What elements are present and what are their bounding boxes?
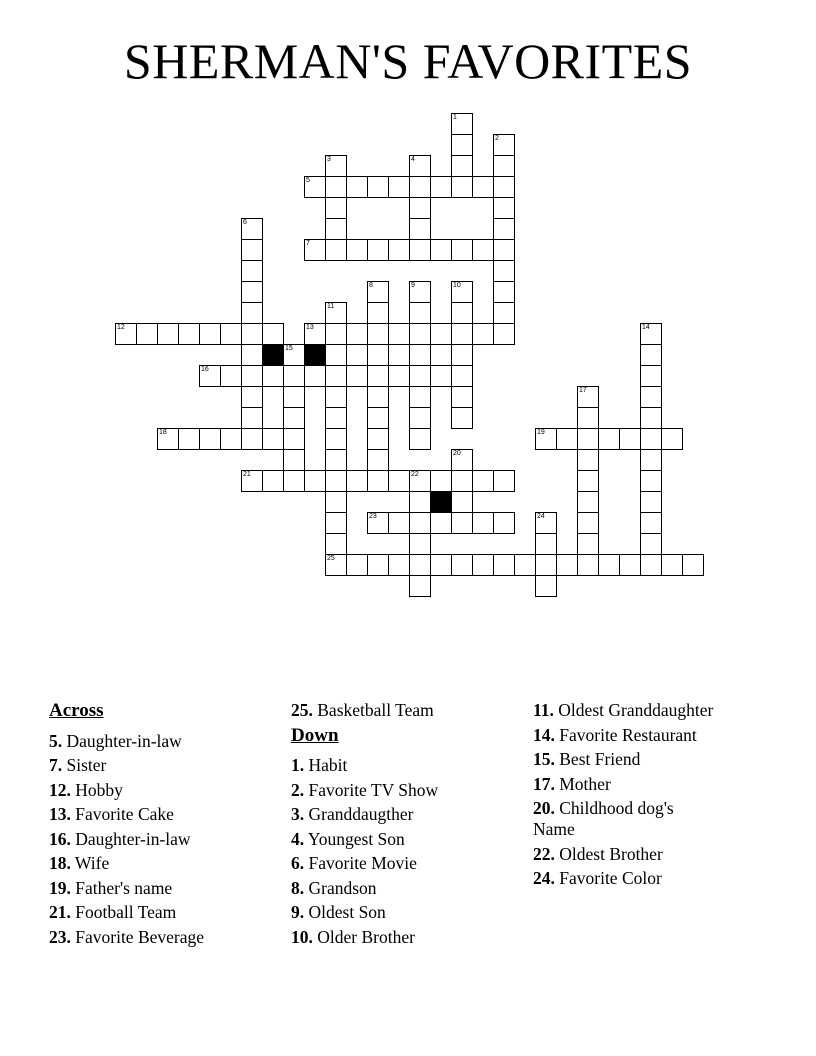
grid-cell [325, 218, 347, 240]
grid-cell [262, 428, 284, 450]
grid-cell [451, 176, 473, 198]
clue-5: 5. Daughter-in-law [49, 730, 182, 751]
cell-number: 3 [327, 156, 331, 163]
grid-cell [472, 554, 494, 576]
grid-cell [640, 428, 662, 450]
grid-cell [325, 302, 347, 324]
grid-cell [640, 365, 662, 387]
grid-cell [409, 554, 431, 576]
grid-cell [367, 407, 389, 429]
grid-cell [283, 428, 305, 450]
clues-column-3 [533, 700, 716, 951]
clues-column-1 [49, 700, 291, 951]
cell-number: 7 [306, 240, 310, 247]
puzzle-title: SHERMAN'S FAVORITES [123, 33, 693, 89]
grid-cell [178, 428, 200, 450]
cell-number: 17 [579, 387, 587, 394]
grid-cell [451, 365, 473, 387]
grid-cell [640, 470, 662, 492]
grid-cell [346, 554, 368, 576]
grid-cell [367, 428, 389, 450]
grid-cell [409, 344, 431, 366]
grid-cell [367, 470, 389, 492]
grid-cell [535, 533, 557, 555]
clue-17: 17. Mother [533, 773, 611, 794]
grid-cell [241, 281, 263, 303]
grid-cell [451, 281, 473, 303]
grid-cell [451, 470, 473, 492]
grid-cell [640, 554, 662, 576]
grid-cell [640, 491, 662, 513]
grid-cell [199, 428, 221, 450]
clue-21: 21. Football Team [49, 902, 177, 923]
clue-12: 12. Hobby [49, 779, 123, 800]
grid-cell [472, 176, 494, 198]
clues-section [49, 700, 716, 951]
grid-cell [409, 218, 431, 240]
grid-cell [304, 365, 326, 387]
grid-cell [430, 323, 452, 345]
grid-cell [346, 176, 368, 198]
grid-cell [346, 470, 368, 492]
grid-cell [409, 533, 431, 555]
grid-cell [640, 449, 662, 471]
grid-cell [241, 302, 263, 324]
grid-cell [493, 302, 515, 324]
clue-10: 10. Older Brother [291, 926, 415, 947]
grid-cell [577, 512, 599, 534]
grid-cell [556, 428, 578, 450]
grid-cell [283, 365, 305, 387]
grid-cell [619, 428, 641, 450]
cell-number: 9 [411, 282, 415, 289]
cell-number: 22 [411, 471, 419, 478]
cell-number: 19 [537, 429, 545, 436]
grid-cell [388, 176, 410, 198]
grid-cell [472, 470, 494, 492]
grid-cell-black [430, 491, 452, 513]
grid-cell [451, 323, 473, 345]
grid-cell [409, 365, 431, 387]
grid-cell [346, 239, 368, 261]
grid-cell [535, 554, 557, 576]
grid-cell [577, 554, 599, 576]
grid-cell [388, 323, 410, 345]
grid-cell [430, 554, 452, 576]
clue-16: 16. Daughter-in-law [49, 828, 191, 849]
grid-cell [325, 176, 347, 198]
clue-11: 11. Oldest Granddaughter [533, 700, 714, 720]
grid-cell [640, 533, 662, 555]
grid-cell [493, 554, 515, 576]
grid-cell [661, 554, 683, 576]
grid-cell [220, 365, 242, 387]
grid-cell [451, 113, 473, 135]
grid-cell [619, 554, 641, 576]
cell-number: 5 [306, 177, 310, 184]
grid-cell [472, 512, 494, 534]
grid-cell [388, 554, 410, 576]
clue-20: 20. Childhood dog's Name [533, 798, 674, 839]
grid-cell [220, 323, 242, 345]
grid-cell [556, 554, 578, 576]
grid-cell [325, 365, 347, 387]
clue-6: 6. Favorite Movie [291, 853, 417, 874]
grid-cell [325, 407, 347, 429]
grid-cell [241, 218, 263, 240]
grid-cell [451, 344, 473, 366]
grid-cell [325, 554, 347, 576]
grid-cell [535, 512, 557, 534]
grid-cell [388, 470, 410, 492]
grid-cell [409, 575, 431, 597]
cell-number: 1 [453, 114, 457, 121]
grid-cell [325, 533, 347, 555]
grid-cell [451, 491, 473, 513]
cell-number: 20 [453, 450, 461, 457]
clue-23: 23. Favorite Beverage [49, 926, 205, 947]
grid-cell [304, 176, 326, 198]
down-heading: Down [291, 724, 339, 746]
cell-number: 6 [243, 219, 247, 226]
grid-cell [451, 554, 473, 576]
grid-cell [325, 155, 347, 177]
grid-cell [451, 302, 473, 324]
clue-3: 3. Granddaugther [291, 804, 414, 825]
grid-cell [577, 386, 599, 408]
grid-cell [409, 428, 431, 450]
grid-cell [241, 365, 263, 387]
clue-25: 25. Basketball Team [291, 700, 434, 720]
grid-cell [577, 407, 599, 429]
grid-cell [451, 134, 473, 156]
grid-cell [409, 491, 431, 513]
grid-cell [136, 323, 158, 345]
cell-number: 15 [285, 345, 293, 352]
clue-13: 13. Favorite Cake [49, 804, 174, 825]
grid-cell [367, 512, 389, 534]
cell-number: 10 [453, 282, 461, 289]
clue-1: 1. Habit [291, 755, 348, 776]
grid-cell [409, 176, 431, 198]
grid-cell [409, 386, 431, 408]
clue-18: 18. Wife [49, 853, 110, 874]
cell-number: 16 [201, 366, 209, 373]
grid-cell [409, 239, 431, 261]
cell-number: 24 [537, 513, 545, 520]
grid-cell [493, 323, 515, 345]
grid-cell [409, 155, 431, 177]
grid-cell [430, 470, 452, 492]
grid-cell [283, 449, 305, 471]
grid-cell [199, 365, 221, 387]
grid-cell [241, 428, 263, 450]
grid-cell [325, 449, 347, 471]
grid-cell [220, 428, 242, 450]
grid-cell [451, 155, 473, 177]
grid-cell [157, 323, 179, 345]
grid-cell [451, 449, 473, 471]
grid-cell [283, 407, 305, 429]
grid-cell [409, 407, 431, 429]
grid-cell [640, 386, 662, 408]
grid-cell [577, 428, 599, 450]
grid-cell [493, 197, 515, 219]
grid-cell [325, 386, 347, 408]
grid-cell [241, 470, 263, 492]
cell-number: 13 [306, 324, 314, 331]
grid-cell [388, 512, 410, 534]
grid-cell [409, 512, 431, 534]
grid-cell [325, 323, 347, 345]
grid-cell [682, 554, 704, 576]
grid-cell [640, 512, 662, 534]
clue-24: 24. Favorite Color [533, 868, 662, 888]
grid-cell [577, 533, 599, 555]
grid-cell [451, 407, 473, 429]
clues-column-2 [291, 700, 533, 951]
grid-cell [577, 491, 599, 513]
grid-cell [493, 260, 515, 282]
grid-cell [430, 176, 452, 198]
grid-cell [283, 386, 305, 408]
cell-number: 25 [327, 555, 335, 562]
clue-7: 7. Sister [49, 755, 107, 776]
grid-cell [535, 575, 557, 597]
grid-cell [262, 323, 284, 345]
grid-cell [640, 344, 662, 366]
cell-number: 12 [117, 324, 125, 331]
grid-cell [304, 323, 326, 345]
grid-cell [367, 365, 389, 387]
grid-cell [640, 323, 662, 345]
grid-cell [241, 344, 263, 366]
grid-cell [325, 470, 347, 492]
grid-cell [262, 365, 284, 387]
grid-cell [430, 239, 452, 261]
cell-number: 18 [159, 429, 167, 436]
grid-cell [388, 239, 410, 261]
grid-cell [346, 365, 368, 387]
clue-22: 22. Oldest Brother [533, 843, 663, 864]
grid-cell-black [262, 344, 284, 366]
grid-cell [640, 407, 662, 429]
grid-cell-black [304, 344, 326, 366]
cell-number: 21 [243, 471, 251, 478]
grid-cell [367, 344, 389, 366]
grid-cell [325, 491, 347, 513]
grid-cell [367, 386, 389, 408]
grid-cell [472, 239, 494, 261]
grid-cell [241, 239, 263, 261]
grid-cell [409, 281, 431, 303]
grid-cell [514, 554, 536, 576]
grid-cell [409, 323, 431, 345]
cell-number: 4 [411, 156, 415, 163]
cell-number: 2 [495, 135, 499, 142]
cell-number: 8 [369, 282, 373, 289]
clue-19: 19. Father's name [49, 877, 173, 898]
grid-cell [367, 302, 389, 324]
grid-cell [430, 512, 452, 534]
grid-cell [325, 239, 347, 261]
grid-cell [325, 344, 347, 366]
clue-9: 9. Oldest Son [291, 902, 386, 923]
grid-cell [367, 176, 389, 198]
grid-cell [241, 386, 263, 408]
grid-cell [409, 302, 431, 324]
grid-cell [199, 323, 221, 345]
grid-cell [367, 449, 389, 471]
grid-cell [493, 281, 515, 303]
grid-cell [577, 470, 599, 492]
grid-cell [451, 386, 473, 408]
grid-cell [325, 512, 347, 534]
grid-cell [178, 323, 200, 345]
grid-cell [430, 365, 452, 387]
cell-number: 11 [327, 303, 335, 310]
grid-cell [493, 470, 515, 492]
grid-cell [577, 449, 599, 471]
cell-number: 14 [642, 324, 650, 331]
grid-cell [493, 134, 515, 156]
grid-cell [367, 239, 389, 261]
grid-cell [493, 218, 515, 240]
grid-cell [493, 176, 515, 198]
grid-cell [661, 428, 683, 450]
grid-cell [451, 512, 473, 534]
grid-cell [304, 239, 326, 261]
grid-cell [409, 470, 431, 492]
grid-cell [451, 239, 473, 261]
grid-cell [325, 428, 347, 450]
grid-cell [388, 365, 410, 387]
grid-cell [346, 323, 368, 345]
grid-cell [598, 428, 620, 450]
grid-cell [472, 323, 494, 345]
grid-cell [115, 323, 137, 345]
grid-cell [325, 197, 347, 219]
clue-2: 2. Favorite TV Show [291, 779, 439, 800]
grid-cell [283, 470, 305, 492]
grid-cell [157, 428, 179, 450]
grid-cell [493, 155, 515, 177]
clue-8: 8. Grandson [291, 877, 377, 898]
grid-cell [262, 470, 284, 492]
grid-cell [493, 512, 515, 534]
grid-cell [367, 281, 389, 303]
clue-4: 4. Youngest Son [291, 828, 405, 849]
grid-cell [493, 239, 515, 261]
clue-14: 14. Favorite Restaurant [533, 724, 697, 745]
grid-cell [367, 554, 389, 576]
grid-cell [409, 197, 431, 219]
grid-cell [304, 470, 326, 492]
grid-cell [241, 260, 263, 282]
grid-cell [535, 428, 557, 450]
cell-number: 23 [369, 513, 377, 520]
grid-cell [241, 323, 263, 345]
grid-cell [598, 554, 620, 576]
across-heading: Across [49, 700, 104, 721]
grid-cell [241, 407, 263, 429]
grid-cell [283, 344, 305, 366]
grid-cell [367, 323, 389, 345]
clue-15: 15. Best Friend [533, 749, 641, 769]
